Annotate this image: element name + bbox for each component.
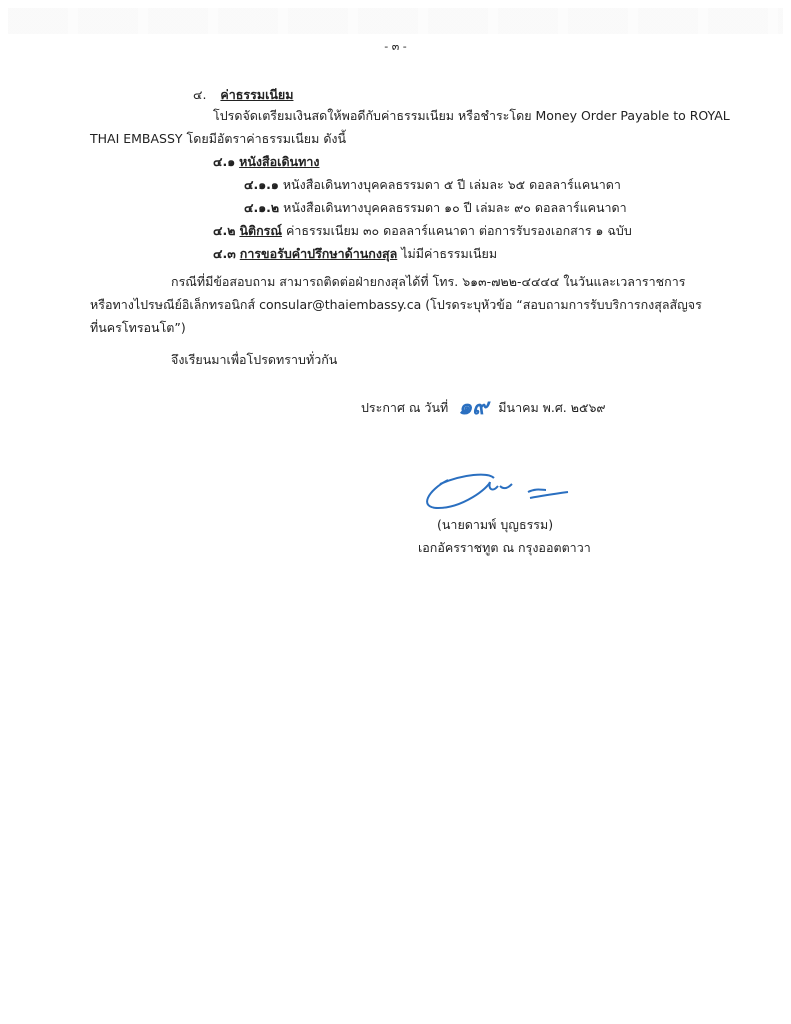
section-4-intro-line2: THAI EMBASSY โดยมีอัตราค่าธรรมเนียม ดังนี้ [90, 131, 347, 146]
section-4-heading [193, 86, 293, 104]
item-4-1-2: ๔.๑.๒ หนังสือเดินทางบุคคลธรรมดา ๑๐ ปี เล่มละ ๙๐ ดอลลาร์แคนาดา [244, 200, 627, 215]
item-4-2: ๔.๒ นิติกรณ์ ค่าธรรมเนียม ๓๐ ดอลลาร์แคนาดา ต่อการรับรองเอกสาร ๑ ฉบับ [213, 223, 632, 238]
section-4-title: ค่าธรรมเนียม [220, 87, 294, 102]
closing-text: จึงเรียนมาเพื่อโปรดทราบทั่วกัน [171, 352, 338, 367]
item-4-1: ๔.๑ หนังสือเดินทาง [213, 154, 320, 169]
signature-icon [418, 468, 598, 518]
signatory-title: เอกอัครราชทูต ณ กรุงออตตาวา [418, 540, 591, 555]
section-4-number: ๔. [193, 87, 207, 102]
page-number: - ๓ - [384, 40, 407, 53]
contact-line2: หรือทางไปรษณีย์อิเล็กทรอนิกส์ consular@thaiembassy.ca (โปรดระบุหัวข้อ “สอบถามการรับบริการกงสุลสัญจร [90, 297, 702, 312]
item-4-3: ๔.๓ การขอรับคำปรึกษาด้านกงสุล ไม่มีค่าธรรมเนียม [213, 246, 498, 261]
handwritten-day: ๑๙ [458, 395, 489, 420]
section-4-intro-line1: โปรดจัดเตรียมเงินสดให้พอดีกับค่าธรรมเนียม หรือชำระโดย Money Order Payable to ROYAL [213, 108, 730, 123]
contact-line3: ที่นครโทรอนโต”) [90, 320, 186, 335]
item-title: หนังสือเดินทาง [239, 154, 320, 169]
signatory-name: (นายดามพ์ บุญธรรม) [437, 517, 554, 532]
item-4-1-1: ๔.๑.๑ หนังสือเดินทางบุคคลธรรมดา ๕ ปี เล่มละ ๖๕ ดอลลาร์แคนาดา [244, 177, 621, 192]
announcement-date: ประกาศ ณ วันที่ ๑๙ มีนาคม พ.ศ. ๒๕๖๙ [361, 395, 606, 420]
contact-line1: กรณีที่มีข้อสอบถาม สามารถติดต่อฝ่ายกงสุลได้ที่ โทร. ๖๑๓-๗๒๒-๔๔๔๔ ในวันและเวลาราชการ [171, 274, 686, 289]
scan-bleed-through [8, 8, 783, 34]
